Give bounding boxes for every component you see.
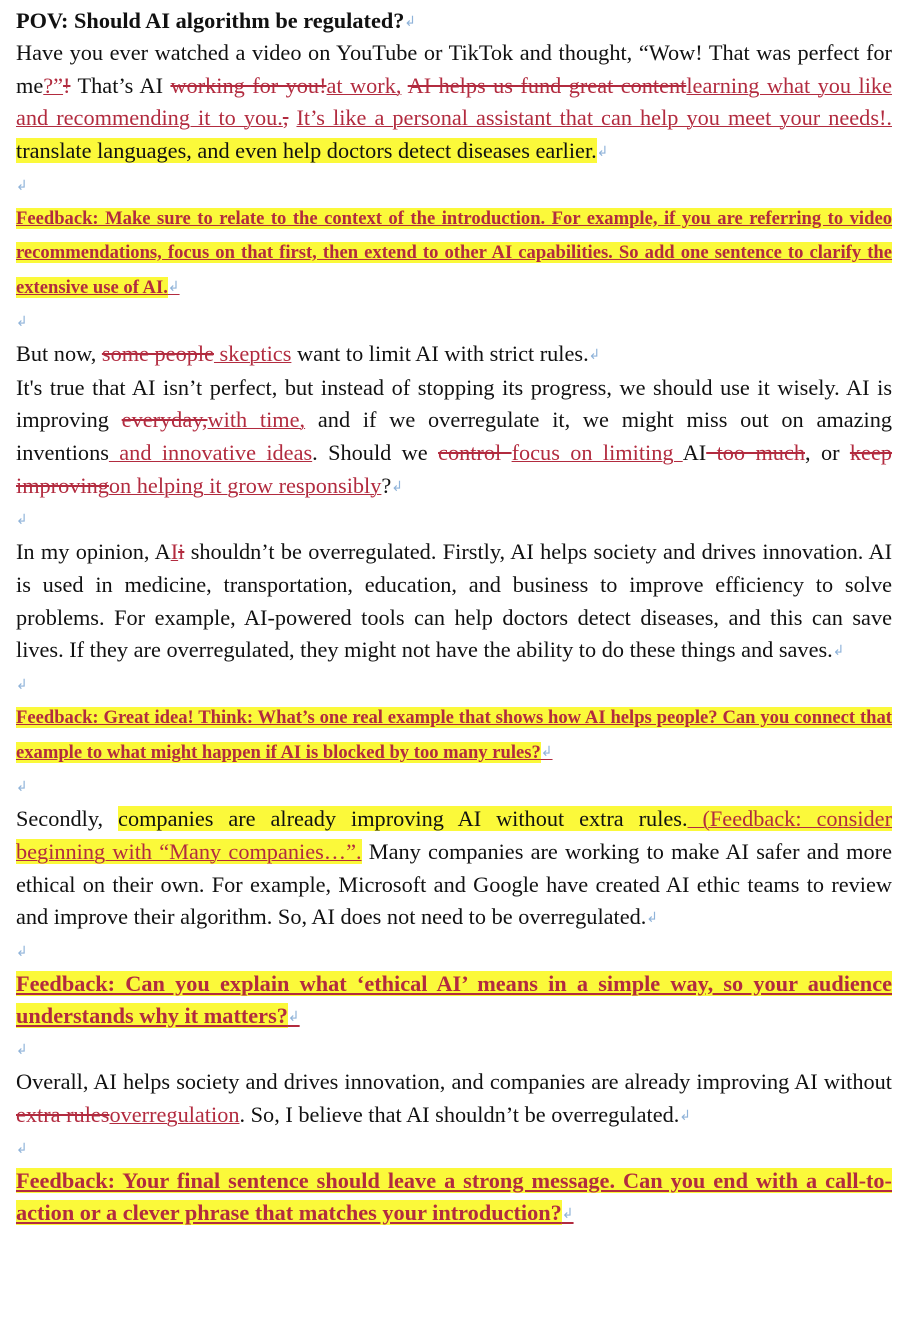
empty-paragraph <box>16 1132 892 1165</box>
conclusion-paragraph: Overall, AI helps society and drives innovation, and companies are already improving AI without extra rulesoverregulation. So, I believe that AI shouldn’t be overregulated.↲ <box>16 1068 892 1127</box>
feedback-comment: Feedback: Great idea! Think: What’s one real example that shows how AI helps people? Can you connect that example to what might happen if AI is blocked by too many rules?↲ <box>16 707 892 764</box>
insertion: overregulation <box>109 1101 240 1127</box>
paragraph-mark-icon: ↲ <box>16 313 28 330</box>
paragraph-mark-icon: ↲ <box>167 278 180 295</box>
document-title: POV: Should AI algorithm be regulated?↲ <box>16 8 417 33</box>
paragraph-mark-icon: ↲ <box>16 177 28 194</box>
deletion: ! <box>63 72 71 98</box>
paragraph-mark-icon: ↲ <box>561 1206 574 1223</box>
highlighted-text: translate languages, and even help doctors detect diseases earlier. <box>16 138 597 164</box>
deletion: working for you! <box>170 72 327 98</box>
empty-paragraph <box>16 1033 892 1066</box>
highlighted-text: companies are already improving AI without extra rules. <box>118 806 688 832</box>
paragraph-mark-icon: ↲ <box>646 910 659 927</box>
empty-paragraph <box>16 169 892 202</box>
paragraph-mark-icon: ↲ <box>16 1141 28 1158</box>
insertion: focus on limiting <box>511 439 683 465</box>
paragraph-mark-icon: ↲ <box>832 643 845 660</box>
paragraph-mark-icon: ↲ <box>540 744 553 761</box>
deletion: extra rules <box>16 1101 110 1127</box>
insertion: ?” <box>43 72 64 98</box>
insertion: It’s like a personal assistant that can help you meet your needs!. <box>296 105 892 131</box>
insertion: on helping it grow responsibly <box>108 472 382 498</box>
deletion: keep improving <box>16 439 892 498</box>
insertion: learning what you like and recommending it to you. <box>16 72 892 131</box>
feedback-comment: Feedback: Make sure to relate to the context of the introduction. For example, if you are referring to video recommendations, focus on that first, then extend to other AI capabilities. So add one sentence to clarify the extensive use of AI.↲ <box>16 207 892 298</box>
insertion: with time, <box>207 407 306 433</box>
intro-paragraph: Have you ever watched a video on YouTube or TikTok and thought, “Wow! That was perfect for me?”! That’s AI working for you!at work, AI helps us fund great contentlearning what you like and recommending it to you., It’s like a personal assistant that can help you meet your needs!. translate languages, and even help doctors detect diseases earlier.↲ <box>16 40 892 164</box>
empty-paragraph <box>16 503 892 536</box>
insertion: skeptics <box>213 340 292 366</box>
deletion: some people <box>101 340 214 366</box>
empty-paragraph <box>16 935 892 968</box>
paragraph-mark-icon: ↲ <box>16 1041 28 1058</box>
paragraph-mark-icon: ↲ <box>391 478 404 495</box>
deletion: i <box>178 539 185 565</box>
companies-paragraph: Secondly, companies are already improving AI without extra rules. (Feedback: consider beginning with “Many companies…”. Many companies are working to make AI safer and more ethical on their own. For example, Microsoft and Google have created AI ethic teams to review and improve their algorithm. So, AI does not need to be overregulated.↲ <box>16 806 892 930</box>
opinion-paragraph: In my opinion, AIi shouldn’t be overregulated. Firstly, AI helps society and drives innovation. AI is used in medicine, transportation, education, and business to improve efficiency to solve problems. For example, AI-powered tools can help doctors detect diseases, and this can save lives. If they are overregulated, they might not have the ability to do these things and saves.↲ <box>16 539 893 663</box>
paragraph-mark-icon: ↲ <box>588 346 601 363</box>
deletion: control <box>438 439 512 465</box>
deletion: AI helps us fund great content <box>407 72 687 98</box>
deletion: everyday, <box>121 407 208 433</box>
paragraph-mark-icon: ↲ <box>404 14 417 30</box>
inline-feedback: (Feedback: consider beginning with “Many companies…”. <box>16 806 892 864</box>
deletion: too much <box>706 439 805 465</box>
empty-paragraph <box>16 770 892 803</box>
insertion: at work, <box>326 72 402 98</box>
empty-paragraph <box>16 305 892 338</box>
paragraph-mark-icon: ↲ <box>16 779 28 796</box>
progress-paragraph: It's true that AI isn’t perfect, but instead of stopping its progress, we should use it wisely. AI is improving everyday,with time, and if we overregulate it, we might miss out on amazing inventions and innovative ideas. Should we control focus on limiting AI too much, or keep improvingon helping it grow responsibly?↲ <box>16 374 893 498</box>
skeptics-paragraph: But now, some people skeptics want to limit AI with strict rules.↲ <box>16 340 601 366</box>
paragraph-mark-icon: ↲ <box>16 677 28 694</box>
paragraph-mark-icon: ↲ <box>287 1008 300 1025</box>
feedback-comment: Feedback: Can you explain what ‘ethical AI’ means in a simple way, so your audience understands why it matters?↲ <box>16 970 892 1028</box>
insertion: and innovative ideas <box>108 439 313 465</box>
paragraph-mark-icon: ↲ <box>16 943 28 960</box>
deletion: , <box>282 105 289 131</box>
paragraph-mark-icon: ↲ <box>596 144 609 161</box>
paragraph-mark-icon: ↲ <box>679 1107 692 1124</box>
paragraph-mark-icon: ↲ <box>16 512 28 529</box>
empty-paragraph <box>16 668 892 701</box>
feedback-comment: Feedback: Your final sentence should leave a strong message. Can you end with a call-to-action or a clever phrase that matches your introduction?↲ <box>16 1168 892 1226</box>
insertion: I <box>170 539 179 565</box>
